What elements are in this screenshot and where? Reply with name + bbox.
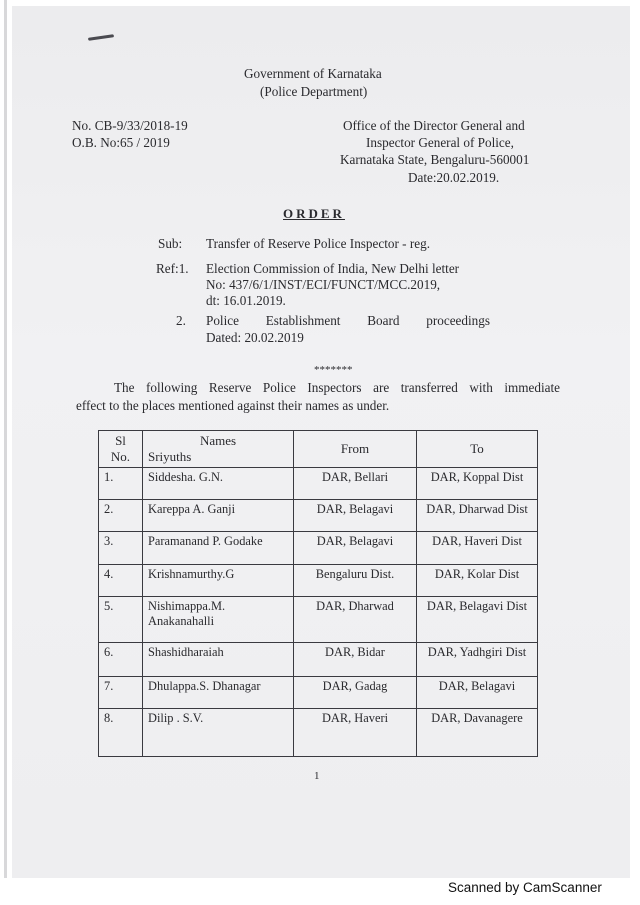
row-sl: 7. [99, 677, 143, 709]
row-name: Kareppa A. Ganji [143, 500, 294, 532]
ob-number: O.B. No:65 / 2019 [72, 135, 170, 150]
table-row [99, 643, 538, 677]
row-sl: 1. [99, 468, 143, 500]
row-name: Siddesha. G.N. [143, 468, 294, 500]
header-names [143, 431, 294, 468]
order-title: ORDER [283, 206, 345, 221]
row-to: DAR, Dharwad Dist [417, 500, 538, 532]
row-name: Krishnamurthy.G [143, 565, 294, 597]
reference-2-line-1: Police Establishment Board proceedings [206, 313, 490, 328]
row-sl: 8. [99, 709, 143, 757]
row-name: Dhulappa.S. Dhanagar [143, 677, 294, 709]
order-date: Date:20.02.2019. [408, 170, 500, 185]
government-heading: Government of Karnataka [244, 66, 382, 81]
reference-2-line-2: Dated: 20.02.2019 [206, 330, 304, 345]
subject-label: Sub: [158, 236, 183, 251]
row-from: DAR, Bellari [294, 468, 417, 500]
reference-1-line-3: dt: 16.01.2019. [206, 293, 286, 308]
row-name: Shashidharaiah [143, 643, 294, 677]
row-from: DAR, Dharwad [294, 597, 417, 643]
page-number: 1 [314, 770, 320, 782]
header-from: From [294, 431, 417, 468]
office-line-3: Karnataka State, Bengaluru-560001 [340, 152, 530, 167]
table-row [99, 565, 538, 597]
body-line-2: effect to the places mentioned against their names as under. [76, 398, 390, 413]
reference-label: Ref:1. [156, 261, 189, 276]
table-row [99, 532, 538, 565]
table-row [99, 597, 538, 643]
row-from: DAR, Bidar [294, 643, 417, 677]
row-sl: 6. [99, 643, 143, 677]
header-to: To [417, 431, 538, 468]
row-sl: 4. [99, 565, 143, 597]
body-line-1: The following Reserve Police Inspectors are transferred with immediate [114, 380, 560, 395]
header-sriyuths-label: Sriyuths [148, 449, 192, 464]
camscanner-watermark: Scanned by CamScanner [448, 880, 602, 895]
separator: ******* [314, 364, 353, 376]
office-line-2: Inspector General of Police, [366, 135, 514, 150]
file-number: No. CB-9/33/2018-19 [72, 118, 188, 133]
row-name: Nishimappa.M. Anakanahalli [143, 597, 294, 643]
row-from: DAR, Belagavi [294, 500, 417, 532]
row-sl: 3. [99, 532, 143, 565]
table-header-row [99, 431, 538, 468]
row-from: DAR, Belagavi [294, 532, 417, 565]
row-from: Bengaluru Dist. [294, 565, 417, 597]
row-to: DAR, Belagavi Dist [417, 597, 538, 643]
table-row [99, 468, 538, 500]
row-to: DAR, Koppal Dist [417, 468, 538, 500]
reference-2-number: 2. [176, 313, 186, 328]
row-from: DAR, Haveri [294, 709, 417, 757]
table-row [99, 709, 538, 757]
page-edge [4, 0, 7, 878]
reference-1-line-2: No: 437/6/1/INST/ECI/FUNCT/MCC.2019, [206, 277, 441, 292]
table-row [99, 500, 538, 532]
header-sl-no: Sl No. [99, 431, 143, 468]
subject-text: Transfer of Reserve Police Inspector - reg. [206, 236, 430, 251]
office-line-1: Office of the Director General and [343, 118, 525, 133]
row-to: DAR, Belagavi [417, 677, 538, 709]
transfer-table [98, 430, 538, 757]
table-row [99, 677, 538, 709]
row-to: DAR, Kolar Dist [417, 565, 538, 597]
department-heading: (Police Department) [260, 84, 368, 99]
row-to: DAR, Yadhgiri Dist [417, 643, 538, 677]
row-name: Paramanand P. Godake [143, 532, 294, 565]
header-names-label: Names [199, 433, 237, 448]
reference-1-line-1: Election Commission of India, New Delhi letter [206, 261, 460, 276]
row-from: DAR, Gadag [294, 677, 417, 709]
row-to: DAR, Haveri Dist [417, 532, 538, 565]
row-sl: 2. [99, 500, 143, 532]
row-sl: 5. [99, 597, 143, 643]
row-name: Dilip . S.V. [143, 709, 294, 757]
row-to: DAR, Davanagere [417, 709, 538, 757]
